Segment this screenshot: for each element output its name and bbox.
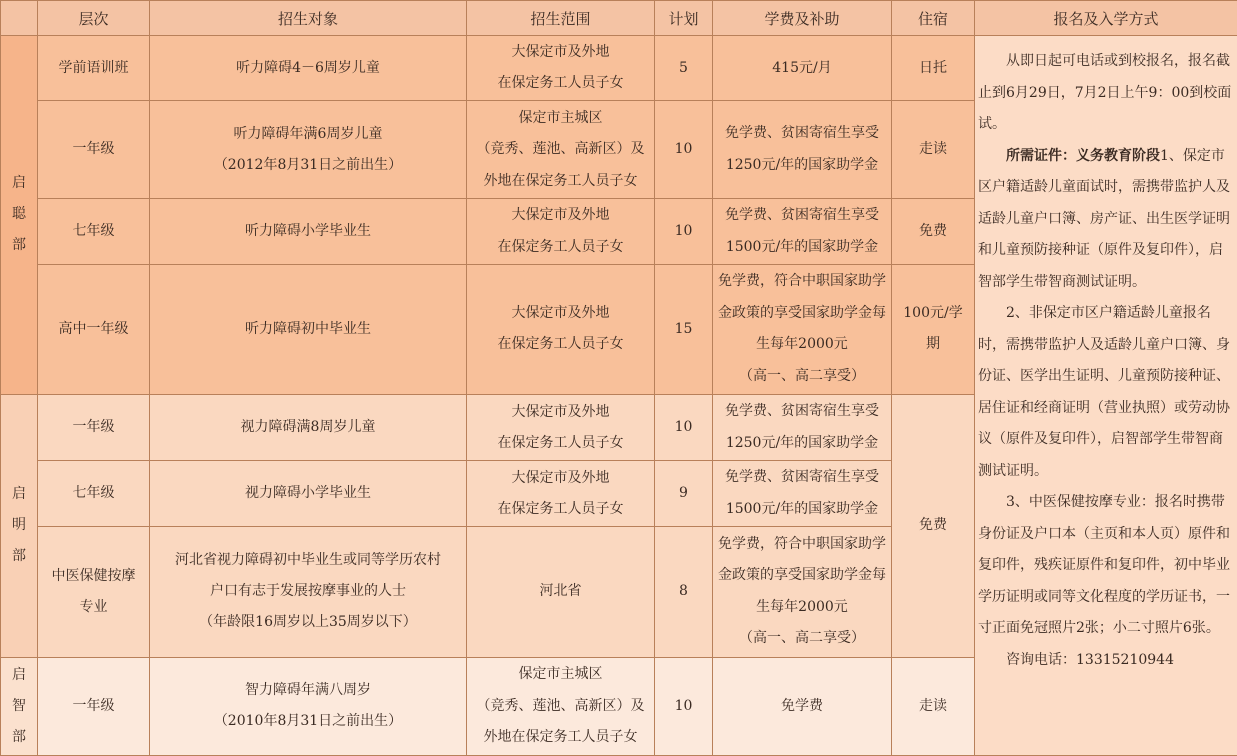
dept-label-vision: 启 明 部 bbox=[1, 394, 38, 657]
plan-cell: 10 bbox=[655, 657, 713, 755]
registration-p2-bold: 所需证件：义务教育阶段 bbox=[1006, 147, 1160, 164]
target-cell: 听力障碍年满6周岁儿童 （2012年8月31日之前出生） bbox=[150, 101, 467, 199]
fee-cell: 免学费、贫困寄宿生享受 1250元/年的国家助学金 bbox=[713, 394, 892, 460]
fee-cell: 415元/月 bbox=[713, 36, 892, 101]
level-cell: 一年级 bbox=[38, 101, 150, 199]
registration-p1: 从即日起可电话或到校报名，报名截止到6月29日，7月2日上午9：00到校面试。 bbox=[978, 53, 1232, 132]
level-cell: 高中一年级 bbox=[38, 264, 150, 394]
level-cell: 中医保健按摩 专业 bbox=[38, 527, 150, 657]
scope-cell: 大保定市及外地 在保定务工人员子女 bbox=[467, 461, 655, 527]
lodging-cell-vision: 免费 bbox=[892, 394, 975, 657]
fee-cell: 免学费、贫困寄宿生享受 1500元/年的国家助学金 bbox=[713, 461, 892, 527]
fee-cell: 免学费 bbox=[713, 657, 892, 755]
scope-cell: 保定市主城区 （竞秀、莲池、高新区）及 外地在保定务工人员子女 bbox=[467, 657, 655, 755]
lodging-cell: 走读 bbox=[892, 657, 975, 755]
lodging-cell: 走读 bbox=[892, 101, 975, 199]
target-cell: 听力障碍4－6周岁儿童 bbox=[150, 36, 467, 101]
header-registration: 报名及入学方式 bbox=[975, 1, 1237, 36]
fee-cell: 免学费、贫困寄宿生享受 1250元/年的国家助学金 bbox=[713, 101, 892, 199]
target-cell: 河北省视力障碍初中毕业生或同等学历农村 户口有志于发展按摩事业的人士 （年龄限16周岁以上35周岁以下） bbox=[150, 527, 467, 657]
header-level: 层次 bbox=[38, 1, 150, 36]
level-cell: 一年级 bbox=[38, 657, 150, 755]
plan-cell: 10 bbox=[655, 101, 713, 199]
scope-cell: 河北省 bbox=[467, 527, 655, 657]
plan-cell: 5 bbox=[655, 36, 713, 101]
target-cell: 智力障碍年满八周岁 （2010年8月31日之前出生） bbox=[150, 657, 467, 755]
scope-cell: 大保定市及外地 在保定务工人员子女 bbox=[467, 264, 655, 394]
scope-cell: 保定市主城区 （竞秀、莲池、高新区）及 外地在保定务工人员子女 bbox=[467, 101, 655, 199]
dept-label-hearing: 启 聪 部 bbox=[1, 36, 38, 395]
fee-cell: 免学费，符合中职国家助学 金政策的享受国家助学金每 生每年2000元 （高一、高二享受） bbox=[713, 527, 892, 657]
registration-p3: 2、非保定市区户籍适龄儿童报名时，需携带监护人及适龄儿童户口簿、身份证、医学出生证明、儿童预防接种证、居住证和经商证明（营业执照）或劳动协议（原件及复印件），启智部学生带智商测试证明。 bbox=[978, 305, 1230, 479]
lodging-cell: 100元/学 期 bbox=[892, 264, 975, 394]
level-cell: 七年级 bbox=[38, 199, 150, 264]
dept-label-intellectual: 启 智 部 bbox=[1, 657, 38, 755]
target-cell: 听力障碍小学毕业生 bbox=[150, 199, 467, 264]
level-cell: 七年级 bbox=[38, 461, 150, 527]
registration-info bbox=[975, 36, 1237, 756]
target-cell: 视力障碍小学毕业生 bbox=[150, 461, 467, 527]
registration-phone: 咨询电话：13315210944 bbox=[1006, 651, 1174, 668]
target-cell: 视力障碍满8周岁儿童 bbox=[150, 394, 467, 460]
level-cell: 学前语训班 bbox=[38, 36, 150, 101]
fee-cell: 免学费、贫困寄宿生享受 1500元/年的国家助学金 bbox=[713, 199, 892, 264]
plan-cell: 15 bbox=[655, 264, 713, 394]
scope-cell: 大保定市及外地 在保定务工人员子女 bbox=[467, 199, 655, 264]
registration-p4: 3、中医保健按摩专业：报名时携带身份证及户口本（主页和本人页）原件和复印件，残疾证原件和复印件，初中毕业学历证明或同等文化程度的学历证书，一寸正面免冠照片2张；小二寸照片6张。 bbox=[978, 494, 1230, 636]
table-row bbox=[1, 36, 1237, 101]
header-plan: 计划 bbox=[655, 1, 713, 36]
header-lodging: 住宿 bbox=[892, 1, 975, 36]
level-cell: 一年级 bbox=[38, 394, 150, 460]
header-fee: 学费及补助 bbox=[713, 1, 892, 36]
lodging-cell: 免费 bbox=[892, 199, 975, 264]
header-target: 招生对象 bbox=[150, 1, 467, 36]
scope-cell: 大保定市及外地 在保定务工人员子女 bbox=[467, 394, 655, 460]
target-cell: 听力障碍初中毕业生 bbox=[150, 264, 467, 394]
plan-cell: 10 bbox=[655, 394, 713, 460]
plan-cell: 10 bbox=[655, 199, 713, 264]
header-row bbox=[1, 1, 1237, 36]
lodging-cell: 日托 bbox=[892, 36, 975, 101]
registration-p2: 1、保定市区户籍适龄儿童面试时，需携带监护人及适龄儿童户口簿、房产证、出生医学证明和儿童预防接种证（原件及复印件），启智部学生带智商测试证明。 bbox=[978, 147, 1230, 290]
scope-cell: 大保定市及外地 在保定务工人员子女 bbox=[467, 36, 655, 101]
fee-cell: 免学费，符合中职国家助学 金政策的享受国家助学金每 生每年2000元 （高一、高二享受） bbox=[713, 264, 892, 394]
header-dept bbox=[1, 1, 38, 36]
header-scope: 招生范围 bbox=[467, 1, 655, 36]
plan-cell: 8 bbox=[655, 527, 713, 657]
plan-cell: 9 bbox=[655, 461, 713, 527]
